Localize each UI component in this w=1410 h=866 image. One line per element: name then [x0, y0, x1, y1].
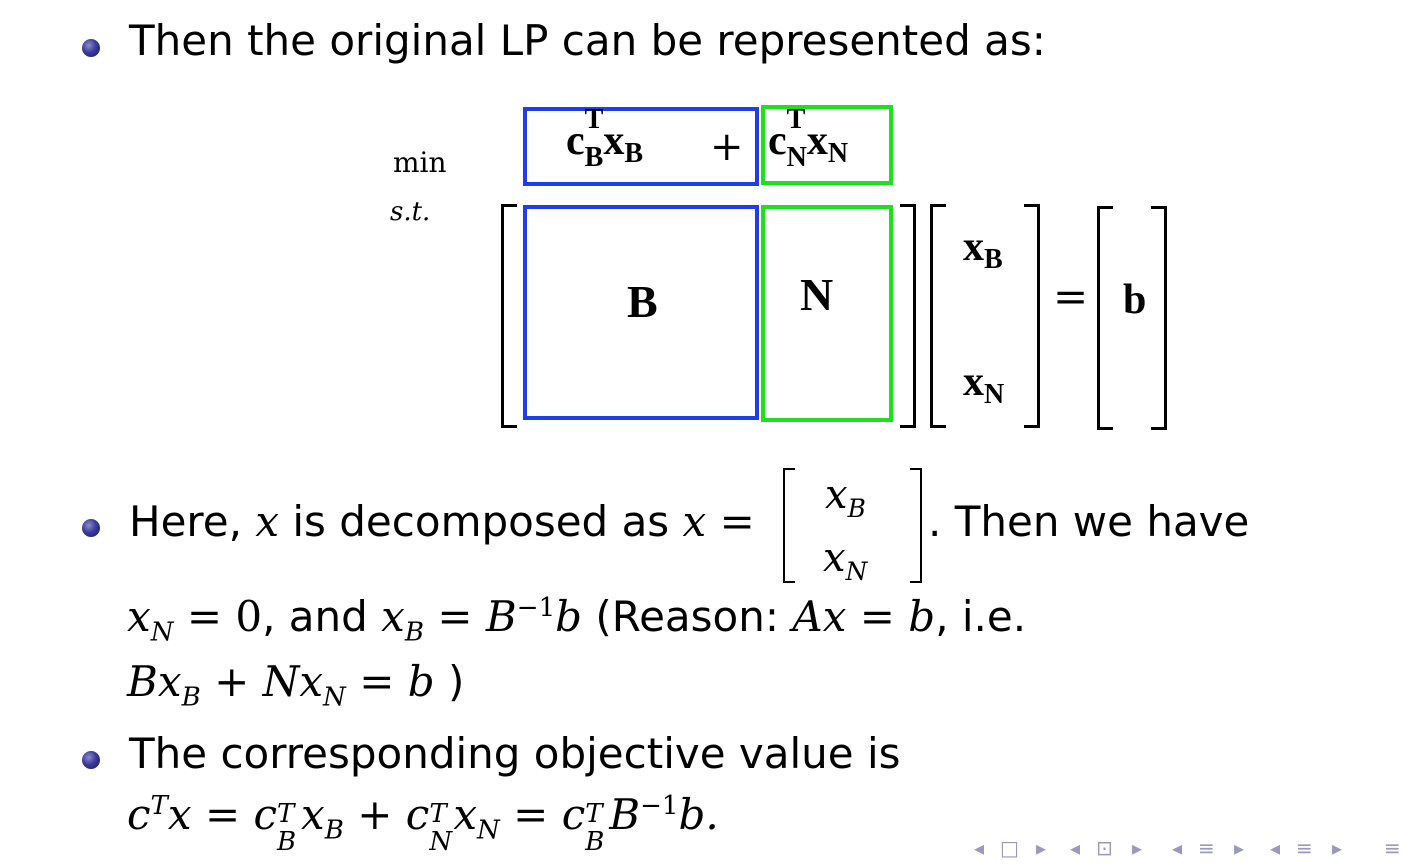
- bullet-2-line-2: $x_N = 0$, and $x_B = B^{-1}b$ (Reason: Ax = b, i.e.: [127, 592, 1027, 648]
- nav-prev-part-icon[interactable]: ◂: [1270, 836, 1281, 860]
- bullet-3-marker: [82, 751, 100, 769]
- nav-next-frame-icon[interactable]: ▸: [1036, 836, 1047, 860]
- nav-section-icon[interactable]: ≡: [1198, 836, 1215, 860]
- rhs-left-bracket: [1097, 206, 1113, 430]
- matrix-N-label: N: [800, 269, 834, 320]
- nav-frame-icon[interactable]: □: [1000, 836, 1019, 860]
- nav-prev-subsection-icon[interactable]: ◂: [1070, 836, 1081, 860]
- xvec-right-bracket: [1024, 204, 1040, 428]
- st-label: s.t.: [390, 197, 431, 227]
- xvec-xB: xB: [963, 224, 1003, 275]
- objective-basis-term: c T $_B$xB: [566, 104, 644, 173]
- min-label: min: [393, 146, 447, 179]
- decomp-xN: $x_N$: [823, 535, 868, 586]
- nav-subsection-icon[interactable]: ⊡: [1096, 836, 1113, 860]
- nav-menu-icon[interactable]: ≡: [1384, 836, 1401, 860]
- matrix-left-bracket: [501, 204, 517, 428]
- bullet-1-text: Then the original LP can be represented as:: [129, 16, 1046, 65]
- bullet-2-then: . Then we have: [928, 497, 1250, 546]
- bullet-2-line-1-lead: Here, x is decomposed as x =: [129, 497, 755, 546]
- bullet-3-text: The corresponding objective value is: [129, 729, 901, 778]
- objective-nonbasis-term: c T $_N$xN: [768, 104, 849, 173]
- xvec-xN: xN: [963, 359, 1005, 410]
- bullet-3-equation: $c^Tx = c$ T B $x_B + c$ T N $x_N = c$ T B $B^{-1}b$.: [127, 790, 719, 857]
- objective-plus: +: [710, 124, 744, 170]
- constraint-equals: =: [1053, 272, 1089, 321]
- bullet-2-marker: [82, 519, 100, 537]
- rhs-right-bracket: [1151, 206, 1167, 430]
- nav-prev-frame-icon[interactable]: ◂: [974, 836, 985, 860]
- nav-prev-section-icon[interactable]: ◂: [1172, 836, 1183, 860]
- nav-next-section-icon[interactable]: ▸: [1234, 836, 1245, 860]
- xvec-left-bracket: [930, 204, 946, 428]
- matrix-B-label: B: [627, 276, 658, 327]
- decomp-left-bracket: [783, 468, 795, 583]
- decomp-xB: $x_B$: [825, 472, 866, 523]
- nav-next-subsection-icon[interactable]: ▸: [1132, 836, 1143, 860]
- decomp-right-bracket: [910, 468, 922, 583]
- nav-next-part-icon[interactable]: ▸: [1332, 836, 1343, 860]
- bullet-1-marker: [82, 39, 100, 57]
- rhs-b: b: [1123, 277, 1147, 323]
- matrix-right-bracket: [900, 204, 916, 428]
- nav-part-icon[interactable]: ≡: [1296, 836, 1313, 860]
- bullet-2-line-3: $Bx_B + Nx_N = b$ ): [127, 657, 465, 713]
